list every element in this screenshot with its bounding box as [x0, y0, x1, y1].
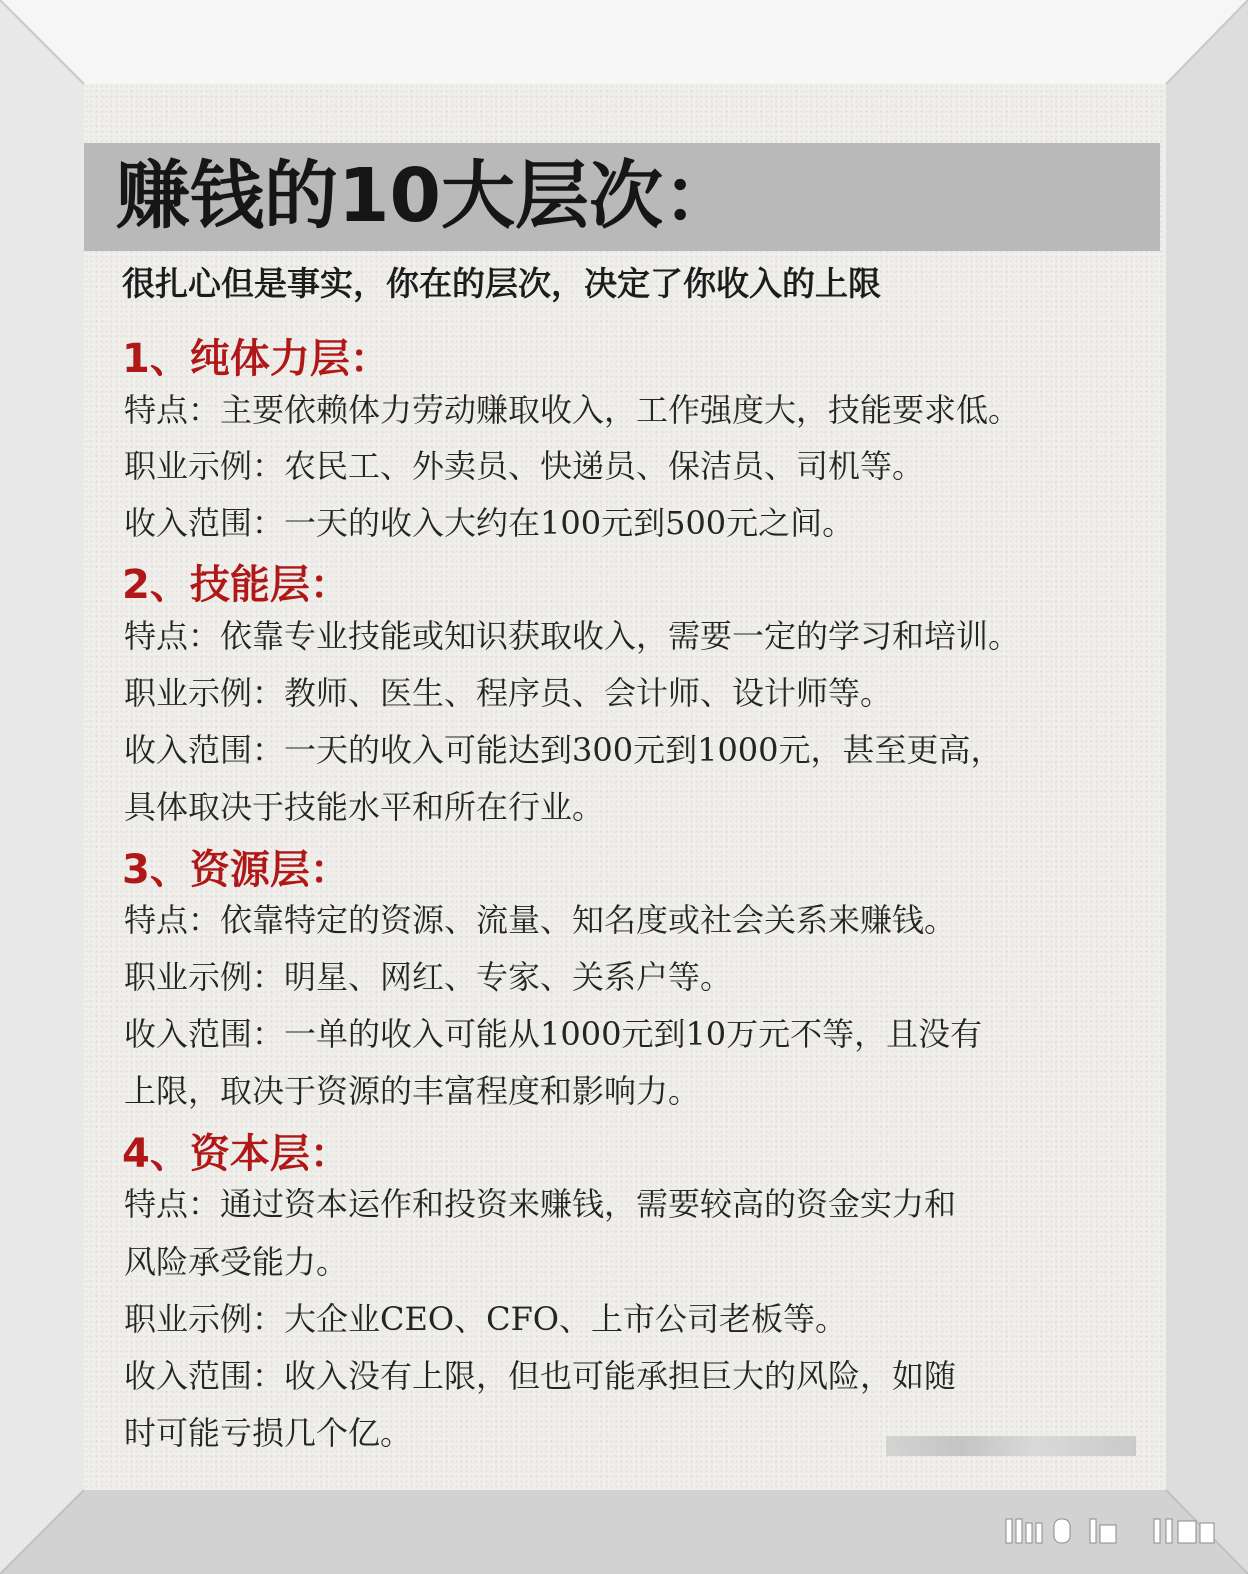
section-2-line-3: 收入范围：一天的收入可能达到300元到1000元，甚至更高， — [124, 731, 1003, 769]
section-3-line-2: 职业示例：明星、网红、专家、关系户等。 — [124, 958, 733, 996]
section-4-line-4: 收入范围：收入没有上限，但也可能承担巨大的风险，如随 — [124, 1357, 957, 1395]
section-4-line-2: 风险承受能力。 — [124, 1243, 349, 1281]
section-1-line-2: 职业示例：农民工、外卖员、快递员、保洁员、司机等。 — [124, 447, 925, 485]
section-2-line-4: 具体取决于技能水平和所在行业。 — [124, 788, 605, 826]
section-2-heading: 2、技能层： — [122, 562, 350, 608]
watermark-logo-icon — [1004, 1515, 1220, 1547]
blurred-watermark — [886, 1436, 1136, 1456]
section-2-line-2: 职业示例：教师、医生、程序员、会计师、设计师等。 — [124, 674, 893, 712]
section-3-line-4: 上限，取决于资源的丰富程度和影响力。 — [124, 1072, 701, 1110]
section-1-line-3: 收入范围：一天的收入大约在100元到500元之间。 — [124, 504, 855, 542]
section-3-heading: 3、资源层： — [122, 847, 350, 893]
section-4-line-1: 特点：通过资本运作和投资来赚钱，需要较高的资金实力和 — [124, 1185, 957, 1223]
section-3-line-3: 收入范围：一单的收入可能从1000元到10万元不等，且没有 — [124, 1015, 983, 1053]
section-4-heading: 4、资本层： — [122, 1131, 350, 1177]
section-2-line-1: 特点：依靠专业技能或知识获取收入，需要一定的学习和培训。 — [124, 617, 1021, 655]
subtitle: 很扎心但是事实，你在的层次，决定了你收入的上限 — [122, 264, 881, 303]
section-3-line-1: 特点：依靠特定的资源、流量、知名度或社会关系来赚钱。 — [124, 901, 957, 939]
page-title: 赚钱的10大层次： — [116, 153, 737, 239]
section-1-heading: 1、纯体力层： — [122, 336, 390, 382]
section-4-line-5: 时可能亏损几个亿。 — [124, 1414, 413, 1452]
section-4-line-3: 职业示例：大企业CEO、CFO、上市公司老板等。 — [124, 1300, 848, 1338]
section-1-line-1: 特点：主要依赖体力劳动赚取收入，工作强度大，技能要求低。 — [124, 391, 1021, 429]
